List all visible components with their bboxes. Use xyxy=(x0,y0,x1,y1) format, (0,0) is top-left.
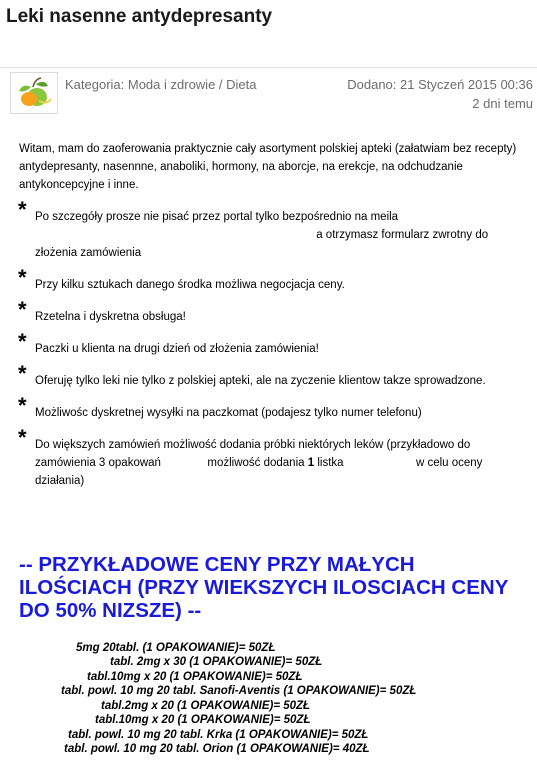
price-row: tabl. 2mg x 30 (1 OPAKOWANIE)= 50ZŁ xyxy=(110,656,323,668)
post-body xyxy=(19,140,524,500)
redacted-drug-name xyxy=(20,642,74,655)
bullet-text: Po szczegóły prosze nie pisać przez portal tylko bezpośrednio na meila xyxy=(35,211,399,223)
page-title: Leki nasenne antydepresanty xyxy=(6,6,273,27)
bullet-text: Paczki u klienta na drugi dzień od złożenia zamówienia! xyxy=(35,343,319,355)
price-row: tabl. powl. 10 mg 20 tabl. Krka (1 OPAKOWANIE)= 50ZŁ xyxy=(68,729,369,741)
price-row: tabl. powl. 10 mg 20 tabl. Sanofi-Aventis (1 OPAKOWANIE)= 50ZŁ xyxy=(61,685,417,697)
price-row: 5mg 20tabl. (1 OPAKOWANIE)= 50ZŁ xyxy=(76,642,276,654)
price-row: tabl.2mg x 20 (1 OPAKOWANIE)= 50ZŁ xyxy=(101,700,311,712)
bullet-text-continued: w celu oceny działania) xyxy=(35,457,483,487)
bullet-emphasis: 1 xyxy=(307,457,315,469)
post-relative-time: 2 dni temu xyxy=(472,96,533,111)
price-row: tabl. powl. 10 mg 20 tabl. Orion (1 OPAKOWANIE)= 40ZŁ xyxy=(64,743,370,755)
redacted-drug-name xyxy=(20,656,106,669)
asterisk-bullet-icon: * xyxy=(18,265,27,290)
post-category: Kategoria: Moda i zdrowie / Dieta xyxy=(65,77,257,92)
price-row: tabl.10mg x 20 (1 OPAKOWANIE)= 50ZŁ xyxy=(95,714,311,726)
asterisk-bullet-icon: * xyxy=(18,361,27,386)
bullet-text: Przy kilku sztukach danego środka możliwa negocjacja ceny. xyxy=(35,279,345,291)
prices-heading: -- PRZYKŁADOWE CENY PRZY MAŁYCH ILOŚCIACH (PRZY WIEKSZYCH ILOSCIACH CENY DO 50% NIZSZE) -- xyxy=(19,553,508,622)
post-date: Dodano: 21 Styczeń 2015 00:36 xyxy=(347,77,533,92)
asterisk-bullet-icon: * xyxy=(18,393,27,418)
redacted-email xyxy=(35,228,313,242)
list-item xyxy=(18,361,524,390)
bullet-text-continued: listka xyxy=(317,457,344,469)
bullet-text-continued: a otrzymasz formularz zwrotny do złożenia zamówienia xyxy=(35,229,489,259)
redacted-drug-name xyxy=(20,714,92,727)
redacted-drug-name xyxy=(347,457,413,469)
list-item xyxy=(18,329,524,358)
asterisk-bullet-icon: * xyxy=(18,197,27,222)
bullet-text: Możliwośc dyskretnej wysyłki na paczkomat (podajesz tylko numer telefonu) xyxy=(35,407,422,419)
price-row: tabl.10mg x 20 (1 OPAKOWANIE)= 50ZŁ xyxy=(87,671,303,683)
bullet-text: Do większych zamówień możliwość dodania próbki niektórych leków (przykładowo do zamówienia 3 opakowań xyxy=(35,439,471,469)
list-item xyxy=(18,393,524,422)
bullet-text: Rzetelna i dyskretna obsługa! xyxy=(35,311,186,323)
list-item xyxy=(18,265,524,294)
asterisk-bullet-icon: * xyxy=(18,425,27,450)
redacted-drug-name xyxy=(164,457,204,469)
bullet-text: Oferuję tylko leki nie tylko z polskiej apteki, ale na zyczenie klientow takze sprowadzone. xyxy=(35,375,486,387)
asterisk-bullet-icon: * xyxy=(18,297,27,322)
fruit-logo-icon xyxy=(10,72,58,114)
asterisk-bullet-icon: * xyxy=(18,329,27,354)
redacted-subtitle-area xyxy=(8,30,428,52)
list-item xyxy=(18,197,524,262)
list-item xyxy=(18,297,524,326)
redacted-title-area xyxy=(272,4,428,30)
bullet-text-continued: możliwość dodania xyxy=(207,457,305,469)
redacted-drug-name xyxy=(20,700,100,713)
redacted-drug-name xyxy=(20,671,85,684)
list-item xyxy=(18,425,524,490)
intro-paragraph: Witam, mam do zaoferowania praktycznie cały asortyment polskiej apteki (załatwiam bez recepty) antydepresanty, nasennne, anaboliki, hormony, na aborcje, na erekcje, na odchudzanie antykoncepcyjne i inne. xyxy=(19,143,517,191)
